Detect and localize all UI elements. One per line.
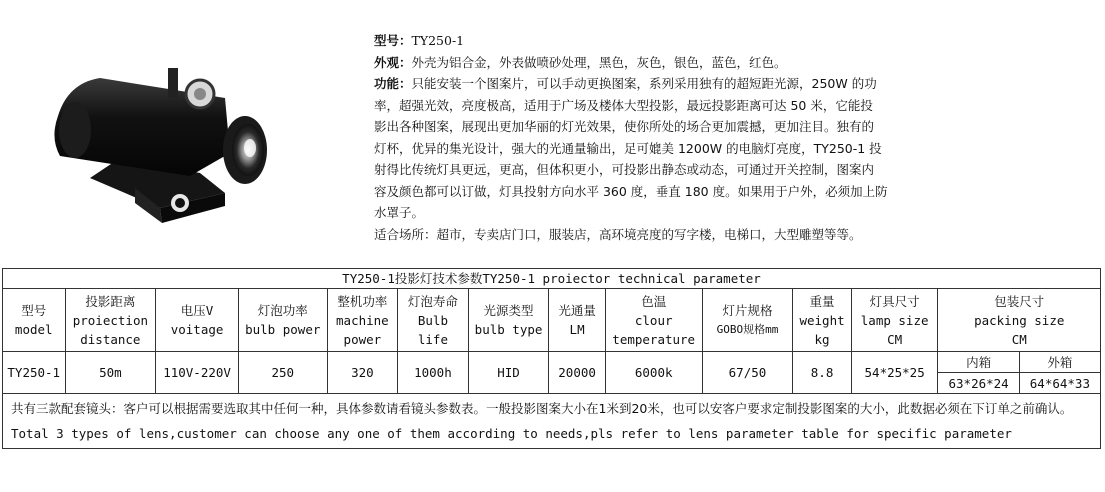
header-cell: 整机功率 machine power — [327, 289, 398, 352]
header-cell: 灯具尺寸 lamp size CM — [851, 289, 938, 352]
value-cell: 54*25*25 — [851, 352, 938, 394]
value-cell: 67/50 — [702, 352, 793, 394]
function-text: 射得比传统灯具更远，更高，但体积更小，可投影出静态或动态，可通过开关控制，图案内 — [374, 162, 875, 177]
function-text: 水罩子。 — [374, 205, 425, 220]
value-cell: 20000 — [549, 352, 605, 394]
header-cell: 灯泡寿命 Bulb life — [398, 289, 469, 352]
header-cell: 电压V voitage — [156, 289, 239, 352]
function-label: 功能： — [374, 76, 412, 91]
header-cell: 灯片规格 GOBO规格mm — [702, 289, 793, 352]
venue-value: 超市，专卖店门口，服装店，高环境亮度的写字楼，电梯口，大型雕塑等等。 — [436, 226, 862, 242]
function-text: 率，超强光效，亮度极高，适用于广场及楼体大型投影，最远投影距离可达 50 米，它能投 — [374, 97, 873, 113]
function-text: 容及颜色都可以订做，灯具投射方向水平 360 度，垂直 180 度。如果用于户外，必须加上防 — [374, 183, 888, 199]
table-row — [3, 352, 1101, 394]
function-text: 只能安装一个图案片，可以手动更换图案，系列采用独有的超短距光源，250W 的功 — [411, 76, 877, 91]
header-cell: 型号 model — [3, 289, 66, 352]
packing-cell — [938, 352, 1101, 394]
outer-box-label: 外箱 — [1047, 354, 1073, 370]
appearance-value: 外壳为铝合金，外表做喷砂处理，黑色，灰色，银色，蓝色，红色。 — [411, 54, 787, 70]
model-label: 型号： — [374, 33, 412, 48]
value-cell: HID — [468, 352, 549, 394]
value-cell: 320 — [327, 352, 398, 394]
value-cell: 50m — [65, 352, 156, 394]
header-cell: 重量 weight kg — [793, 289, 851, 352]
outer-box-value: 64*64*33 — [1029, 375, 1090, 391]
venue-line — [374, 224, 936, 246]
value-cell: 250 — [238, 352, 327, 394]
appearance-label: 外观： — [374, 54, 412, 70]
inner-box-value: 63*26*24 — [938, 373, 1019, 393]
header-cell: 色温 clour temperature — [605, 289, 702, 352]
lens-note-cn: 共有三款配套镜头：客户可以根据需要选取其中任何一种，具体参数请看镜头参数表。一般投影图案大小在1米到20米，也可以安客户要求定制投影图案的大小，此数据必须在下订单之前确认。 — [11, 401, 1073, 416]
value-cell: 6000k — [605, 352, 702, 394]
function-text: 影出各种图案，展现出更加华丽的灯光效果，使你所处的场合更加震撼，更加注目。独有的 — [374, 119, 875, 134]
model-line — [374, 30, 936, 52]
table-title: TY250-1投影灯技术参数TY250-1 proiector technical parameter — [3, 269, 1101, 289]
technical-parameter-table — [2, 268, 1101, 449]
lens-note — [3, 394, 1101, 449]
header-cell: 包装尺寸 packing size CM — [938, 289, 1101, 352]
product-description — [374, 30, 936, 245]
appearance-line — [374, 52, 936, 74]
function-text: 灯杯，优异的集光设计，强大的光通量输出，足可媲美 1200W 的电脑灯亮度，TY250-1 投 — [374, 140, 882, 156]
value-cell: 110V-220V — [156, 352, 239, 394]
inner-box-label: 内箱 — [938, 352, 1019, 372]
value-cell: TY250-1 — [3, 352, 66, 394]
lens-note-en: Total 3 types of lens,customer can choose any one of them according to needs,pls refer to lens parameter table for specific parameter — [11, 426, 1012, 441]
model-value: TY250-1 — [411, 33, 465, 48]
header-cell: 灯泡功率 bulb power — [238, 289, 327, 352]
header-cell: 投影距离 proiection distance — [65, 289, 156, 352]
projector-product-image — [40, 58, 270, 228]
header-cell: 光源类型 bulb type — [468, 289, 549, 352]
function-line — [374, 73, 936, 95]
header-cell: 光通量 LM — [549, 289, 605, 352]
value-cell: 1000h — [398, 352, 469, 394]
table-header-row — [3, 289, 1101, 352]
value-cell: 8.8 — [793, 352, 851, 394]
venue-label: 适合场所： — [374, 226, 437, 242]
